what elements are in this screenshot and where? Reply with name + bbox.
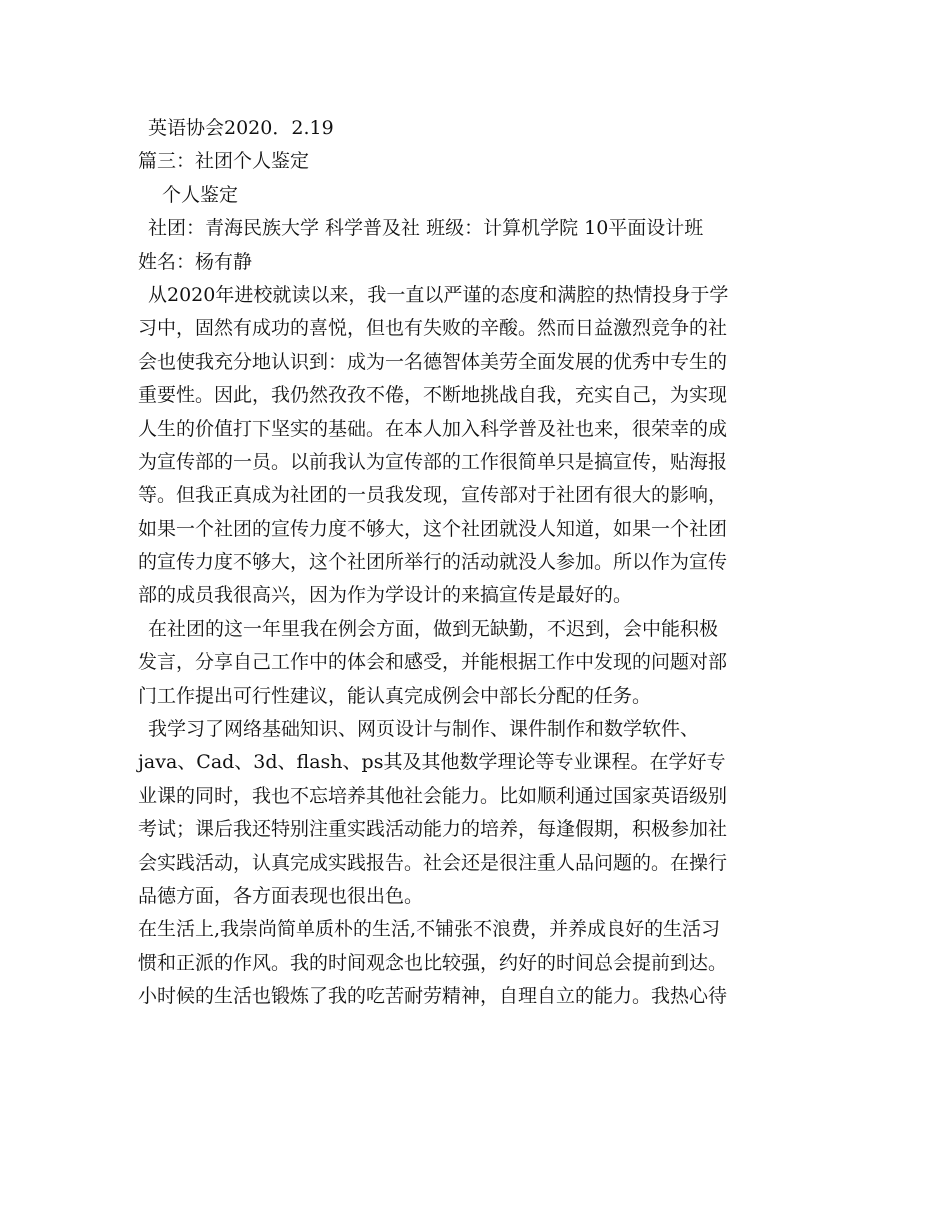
paragraph-1-line-1: 从2020年进校就读以来，我一直以严谨的态度和满腔的热情投身于学	[148, 283, 729, 306]
signature-date-line: 英语协会2020．2.19	[148, 117, 334, 139]
paragraph-1-line-5: 人生的价值打下坚实的基础。在本人加入科学普及社也来，很荣幸的成	[138, 417, 728, 440]
paragraph-1-line-6: 为宣传部的一员。以前我认为宣传部的工作很简单只是搞宣传，贴海报	[138, 450, 728, 473]
paragraph-2-line-1: 在社团的这一年里我在例会方面，做到无缺勤，不迟到，会中能积极	[148, 617, 719, 640]
paragraph-3-line-3: 业课的同时，我也不忘培养其他社会能力。比如顺利通过国家英语级别	[138, 784, 728, 807]
paragraph-3-line-2: java、Cad、3d、flash、ps其及其他数学理论等专业课程。在学好专	[138, 751, 726, 774]
paragraph-1-line-4: 重要性。因此，我仍然孜孜不倦，不断地挑战自我，充实自己，为实现	[138, 384, 728, 407]
document-title: 个人鉴定	[162, 183, 239, 206]
paragraph-1-line-9: 的宣传力度不够大，这个社团所举行的活动就没人参加。所以作为宣传	[138, 551, 728, 574]
paragraph-2-line-2: 发言，分享自己工作中的体会和感受，并能根据工作中发现的问题对部	[138, 651, 728, 674]
paragraph-2-line-3: 门工作提出可行性建议，能认真完成例会中部长分配的任务。	[138, 684, 652, 707]
section-heading: 篇三：社团个人鉴定	[138, 150, 310, 173]
paragraph-3-line-6: 品德方面，各方面表现也很出色。	[138, 884, 424, 907]
paragraph-3-line-4: 考试；课后我还特别注重实践活动能力的培养，每逢假期，积极参加社	[138, 818, 728, 841]
paragraph-3-line-5: 会实践活动，认真完成实践报告。社会还是很注重人品问题的。在操行	[138, 851, 728, 874]
paragraph-3-line-1: 我学习了网络基础知识、网页设计与制作、课件制作和数学软件、	[148, 718, 700, 741]
document-page	[138, 112, 828, 1014]
name-line: 姓名：杨有静	[138, 250, 253, 273]
paragraph-1-line-10: 部的成员我很高兴，因为作为学设计的来搞宣传是最好的。	[138, 584, 633, 607]
paragraph-4-line-3: 小时候的生活也锻炼了我的吃苦耐劳精神，自理自立的能力。我热心待	[138, 985, 728, 1008]
paragraph-1-line-2: 习中，固然有成功的喜悦，但也有失败的辛酸。然而日益激烈竞争的社	[138, 317, 728, 340]
paragraph-4-line-2: 惯和正派的作风。我的时间观念也比较强，约好的时间总会提前到达。	[138, 951, 728, 974]
paragraph-4-line-1: 在生活上,我崇尚简单质朴的生活,不铺张不浪费，并养成良好的生活习	[138, 918, 721, 941]
club-class-line: 社团：青海民族大学 科学普及社 班级：计算机学院 10平面设计班	[148, 217, 704, 240]
paragraph-1-line-8: 如果一个社团的宣传力度不够大，这个社团就没人知道，如果一个社团	[138, 517, 728, 540]
paragraph-1-line-3: 会也使我充分地认识到：成为一名德智体美劳全面发展的优秀中专生的	[138, 350, 728, 373]
paragraph-1-line-7: 等。但我正真成为社团的一员我发现，宣传部对于社团有很大的影响，	[138, 484, 728, 507]
